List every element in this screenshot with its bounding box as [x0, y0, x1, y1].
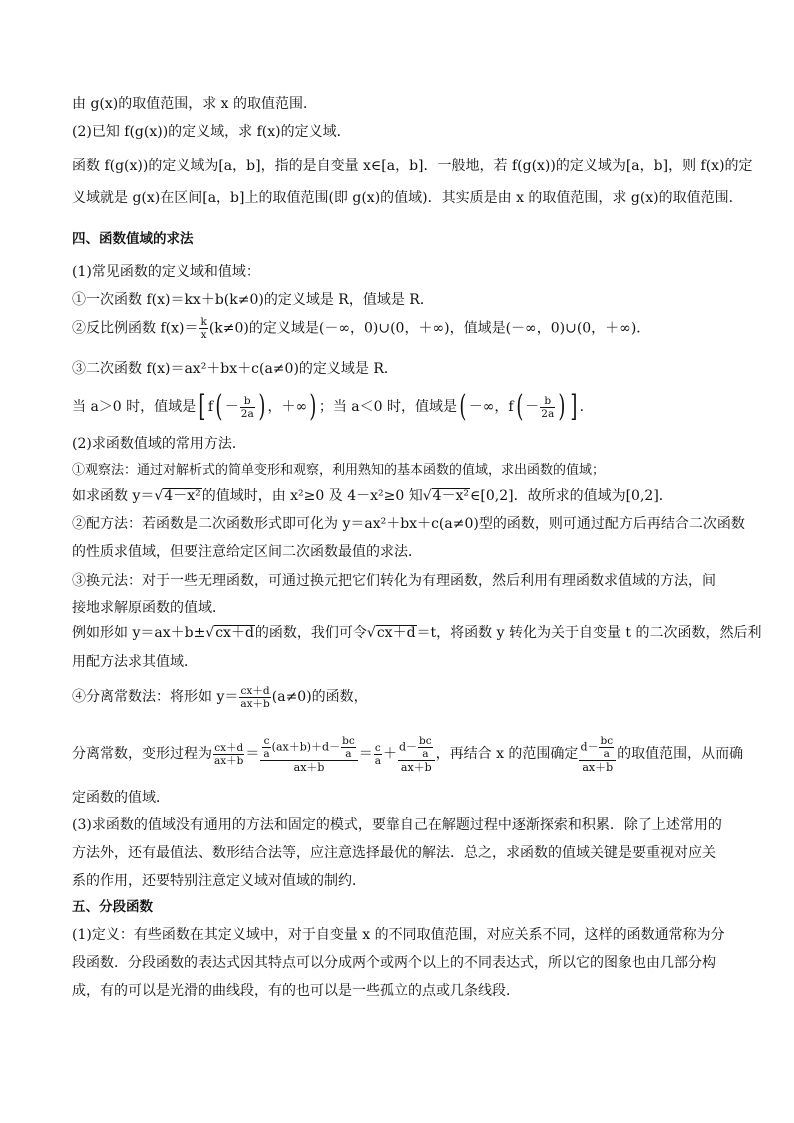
text-segment: ∈[0,2]．故所求的值域为[0,2]．: [470, 488, 673, 504]
fraction: [199, 316, 207, 341]
section-heading: 五、分段函数: [72, 899, 153, 915]
fraction: [239, 685, 270, 710]
denominator: a: [599, 747, 614, 760]
fraction: [240, 395, 255, 420]
denominator: a: [263, 747, 270, 760]
text-segment: 分离常数，变形过程为: [72, 746, 212, 762]
text-segment: d－: [398, 740, 418, 753]
text-line: 成，有的可以是光滑的曲线段，有的也可以是一些孤立的点或几条线段．: [72, 983, 520, 999]
fraction: [579, 735, 616, 774]
text-line: ①观察法：通过对解析式的简单变形和观察，利用熟知的基本函数的值域，求出函数的值域；: [72, 463, 606, 478]
text-segment: 如求函数 y＝: [72, 488, 155, 504]
formula-line: [72, 722, 743, 786]
text-segment: 的取值范围，从而确: [617, 746, 744, 762]
text-segment: (a≠0)的函数，: [271, 689, 368, 705]
fraction: [374, 742, 382, 767]
formula-line: 例如形如 y＝ax＋b±√cx＋d的函数，我们可令√cx＋d＝t，将函数 y 转化为关于自变量 t 的二次函数，然后利: [72, 625, 762, 641]
text-segment: d－: [580, 740, 599, 753]
denominator: a: [418, 747, 433, 760]
formula-line: [72, 316, 650, 341]
text-segment: －∞，f: [468, 399, 514, 415]
formula-line: [72, 389, 594, 425]
text-segment: ，＋∞: [267, 399, 308, 415]
text-line: 的性质求值域，但要注意给定区间二次函数最值的求法．: [72, 544, 422, 560]
fraction: [262, 735, 270, 760]
left-paren: (: [459, 389, 467, 424]
denominator: 2a: [541, 407, 555, 420]
text-segment: ④分离常数法：将形如 y＝: [72, 689, 239, 705]
fraction: [540, 395, 555, 420]
fraction: [599, 735, 614, 760]
text-segment: ；当 a＜0 时，值域是: [318, 399, 457, 415]
text-segment: (k≠0)的定义域是(－∞，0)∪(0，＋∞)，值域是(－∞，0)∪(0，＋∞)．: [208, 320, 651, 337]
denominator: ax＋b: [214, 754, 244, 767]
denominator: 2a: [240, 407, 254, 420]
numerator: bc: [600, 734, 614, 747]
text-segment: f: [207, 399, 214, 415]
left-paren: (: [515, 389, 523, 424]
numerator: cx＋d: [240, 684, 270, 697]
fraction: [260, 735, 357, 774]
text-line: 函数 f(g(x))的定义域为[a，b]，指的是自变量 x∈[a，b]．一般地，若 f(g(x))的定义域为[a，b]，则 f(x)的定: [72, 158, 753, 174]
numerator: c: [263, 734, 270, 747]
text-segment: ＝t，将函数 y 转化为关于自变量 t 的二次函数，然后利: [416, 625, 762, 641]
radicand: 4－x²: [164, 488, 201, 504]
text-segment: ＝: [245, 746, 260, 762]
left-bracket: [: [198, 389, 206, 424]
text-line: 接地求解原函数的值域．: [72, 600, 226, 616]
text-segment: ＋: [382, 746, 397, 762]
text-segment: ②反比例函数 f(x)＝: [72, 320, 199, 337]
text-line: 义域就是 g(x)在区间[a，b]上的取值范围(即 g(x)的值域)．其实质是由 x 的取值范围，求 g(x)的取值范围．: [72, 190, 743, 206]
numerator: [260, 735, 357, 760]
text-line: ①一次函数 f(x)＝kx＋b(k≠0)的定义域是 R，值域是 R．: [72, 292, 434, 308]
text-segment: (ax＋b)＋d－: [271, 740, 341, 753]
text-segment: －: [525, 399, 540, 415]
fraction: [398, 735, 435, 774]
numerator: cx＋d: [214, 741, 244, 754]
right-paren: ): [258, 389, 266, 424]
radicand: 4－x²: [432, 488, 470, 504]
numerator: b: [243, 394, 251, 407]
fraction: [341, 735, 356, 760]
text-segment: 当 a＞0 时，值域是: [72, 399, 197, 415]
numerator: [398, 735, 435, 760]
left-paren: (: [215, 389, 223, 424]
denominator: ax＋b: [579, 760, 616, 774]
denominator: ax＋b: [398, 760, 435, 774]
text-line: 用配方法求其值域．: [72, 654, 198, 670]
fraction: [418, 735, 433, 760]
numerator: bc: [419, 734, 432, 747]
text-segment: 的函数，我们可令: [254, 625, 367, 641]
formula-line: 如求函数 y＝√4－x²的值域时，由 x²≥0 及 4－x²≥0 知√4－x²∈[0,2]．故所求的值域为[0,2]．: [72, 488, 673, 504]
text-segment: 例如形如 y＝ax＋b±: [72, 625, 206, 641]
numerator: c: [374, 741, 381, 754]
denominator: a: [341, 747, 356, 760]
text-segment: ，再结合 x 的范围确定: [435, 746, 579, 762]
denominator: a: [374, 754, 381, 767]
text-line: (2)求函数值域的常用方法．: [72, 436, 246, 452]
numerator: bc: [342, 734, 355, 747]
numerator: k: [200, 316, 207, 328]
text-line: 定函数的值域．: [72, 790, 170, 806]
text-line: (1)常见函数的定义域和值域：: [72, 264, 260, 280]
text-segment: －: [224, 399, 239, 415]
right-paren: ): [309, 389, 317, 424]
text-line: ②配方法：若函数是二次函数形式即可化为 y＝ax²＋bx＋c(a≠0)型的函数，则可通过配方后再结合二次函数: [72, 516, 745, 532]
numerator: [579, 735, 616, 760]
text-line: (3)求函数的值域没有通用的方法和固定的模式，要靠自己在解题过程中逐渐探索和积累．除了上述常用的: [72, 817, 722, 833]
text-segment: ．: [579, 399, 594, 415]
denominator: ax＋b: [260, 760, 357, 774]
radicand: cx＋d: [215, 625, 254, 641]
text-line: 段函数．分段函数的表达式因其特点可以分成两个或两个以上的不同表达式，所以它的图象也由几部分构: [72, 955, 716, 971]
numerator: b: [544, 394, 552, 407]
section-heading: 四、函数值域的求法: [72, 231, 194, 247]
text-line: 由 g(x)的取值范围，求 x 的取值范围．: [72, 96, 318, 112]
text-segment: 的值域时，由 x²≥0 及 4－x²≥0 知: [201, 488, 423, 504]
text-line: 方法外，还有最值法、数形结合法等，应注意选择最优的解法．总之，求函数的值域关键是要重视对应关: [72, 845, 716, 861]
text-segment: ＝: [358, 746, 373, 762]
formula-line: [72, 680, 368, 714]
right-bracket: ]: [570, 389, 578, 424]
text-line: ③二次函数 f(x)＝ax²＋bx＋c(a≠0)的定义域是 R．: [72, 361, 398, 377]
text-line: 系的作用，还要特别注意定义域对值域的制约．: [72, 873, 366, 889]
fraction: [213, 742, 244, 767]
text-line: (1)定义：有些函数在其定义域中，对于自变量 x 的不同取值范围，对应关系不同，这样的函数通常称为分: [72, 927, 725, 943]
text-line: (2)已知 f(g(x))的定义域，求 f(x)的定义域．: [72, 124, 351, 140]
right-paren: ): [558, 389, 566, 424]
denominator: x: [200, 329, 207, 341]
denominator: ax＋b: [240, 697, 270, 710]
radicand: cx＋d: [376, 625, 416, 641]
text-line: ③换元法：对于一些无理函数，可通过换元把它们转化为有理函数，然后利用有理函数求值域的方法，间: [72, 573, 716, 589]
